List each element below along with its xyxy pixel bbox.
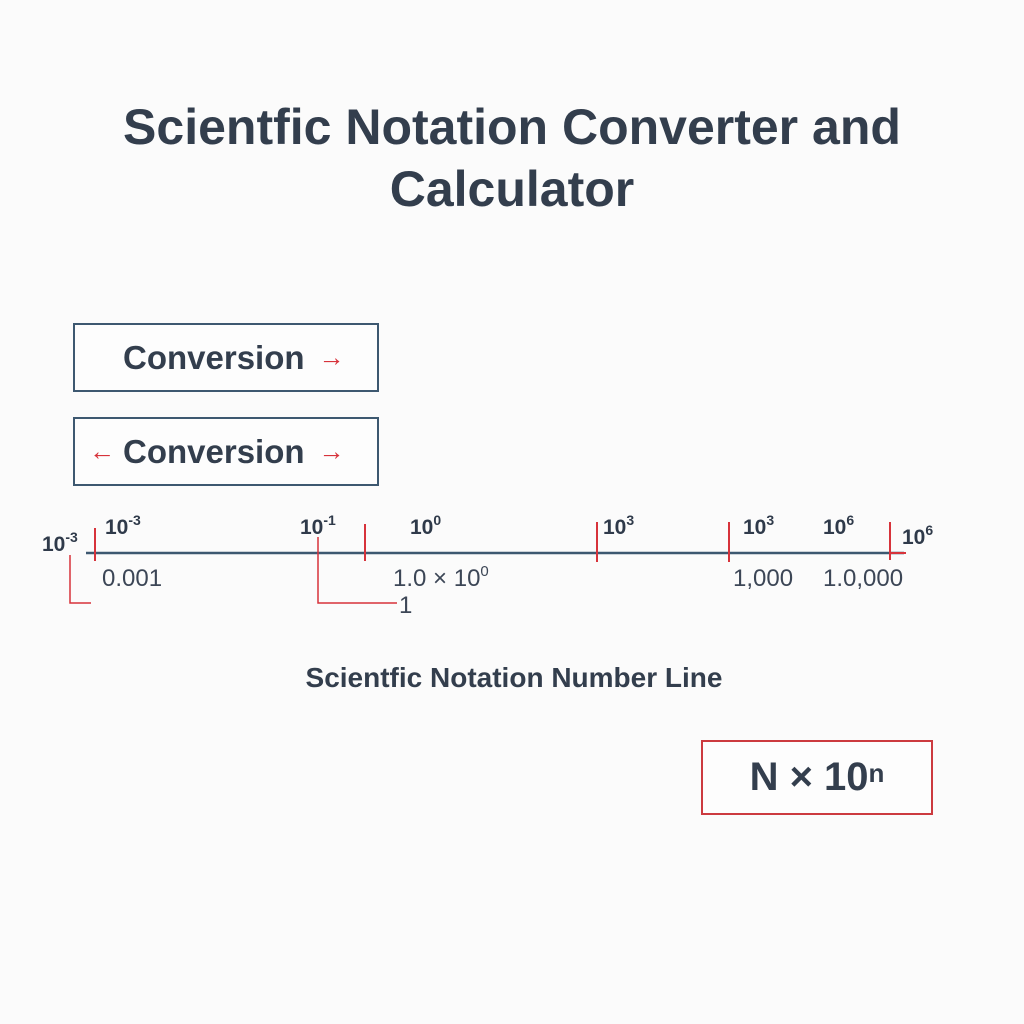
arrow-left-icon: ←	[89, 436, 115, 466]
tick-label: $10^{-3}$	[42, 529, 78, 556]
conversion-label: Conversion	[123, 338, 305, 376]
formula-text: N × 10	[749, 755, 869, 799]
formula-exponent: n	[868, 758, 885, 788]
page-title	[0, 96, 1024, 220]
bracket-connector	[70, 555, 91, 603]
value-label: $1.0 \times 10^0$	[393, 563, 489, 592]
formula-box	[701, 740, 933, 815]
number-line-caption: Scientfic Notation Number Line	[305, 662, 723, 693]
arrow-right-icon: →	[318, 436, 345, 466]
value-label: 1.0,000	[823, 565, 904, 592]
value-label: 0.001	[102, 565, 163, 592]
tick-label: $10^0$	[410, 512, 442, 539]
tick-label: $10^6$	[823, 512, 855, 539]
bracket-connector	[318, 537, 397, 603]
conversion-bidirectional-button[interactable]	[73, 417, 379, 486]
conversion-label: Conversion	[123, 432, 305, 470]
tick-label: $10^3$	[743, 512, 775, 539]
conversion-forward-button[interactable]	[73, 323, 379, 392]
title-line-1: Scientfic Notation Converter and	[123, 99, 901, 155]
number-line	[0, 500, 1024, 630]
tick-label: $10^{-3}$	[105, 512, 141, 539]
arrow-right-icon: →	[318, 342, 345, 372]
value-label: 1,000	[733, 565, 794, 592]
value-label: 1	[399, 592, 413, 619]
tick-label: $10^6$	[902, 522, 934, 549]
tick-label: $10^{-1}$	[300, 512, 336, 539]
tick-label: $10^3$	[603, 512, 635, 539]
title-line-2: Calculator	[389, 161, 635, 217]
